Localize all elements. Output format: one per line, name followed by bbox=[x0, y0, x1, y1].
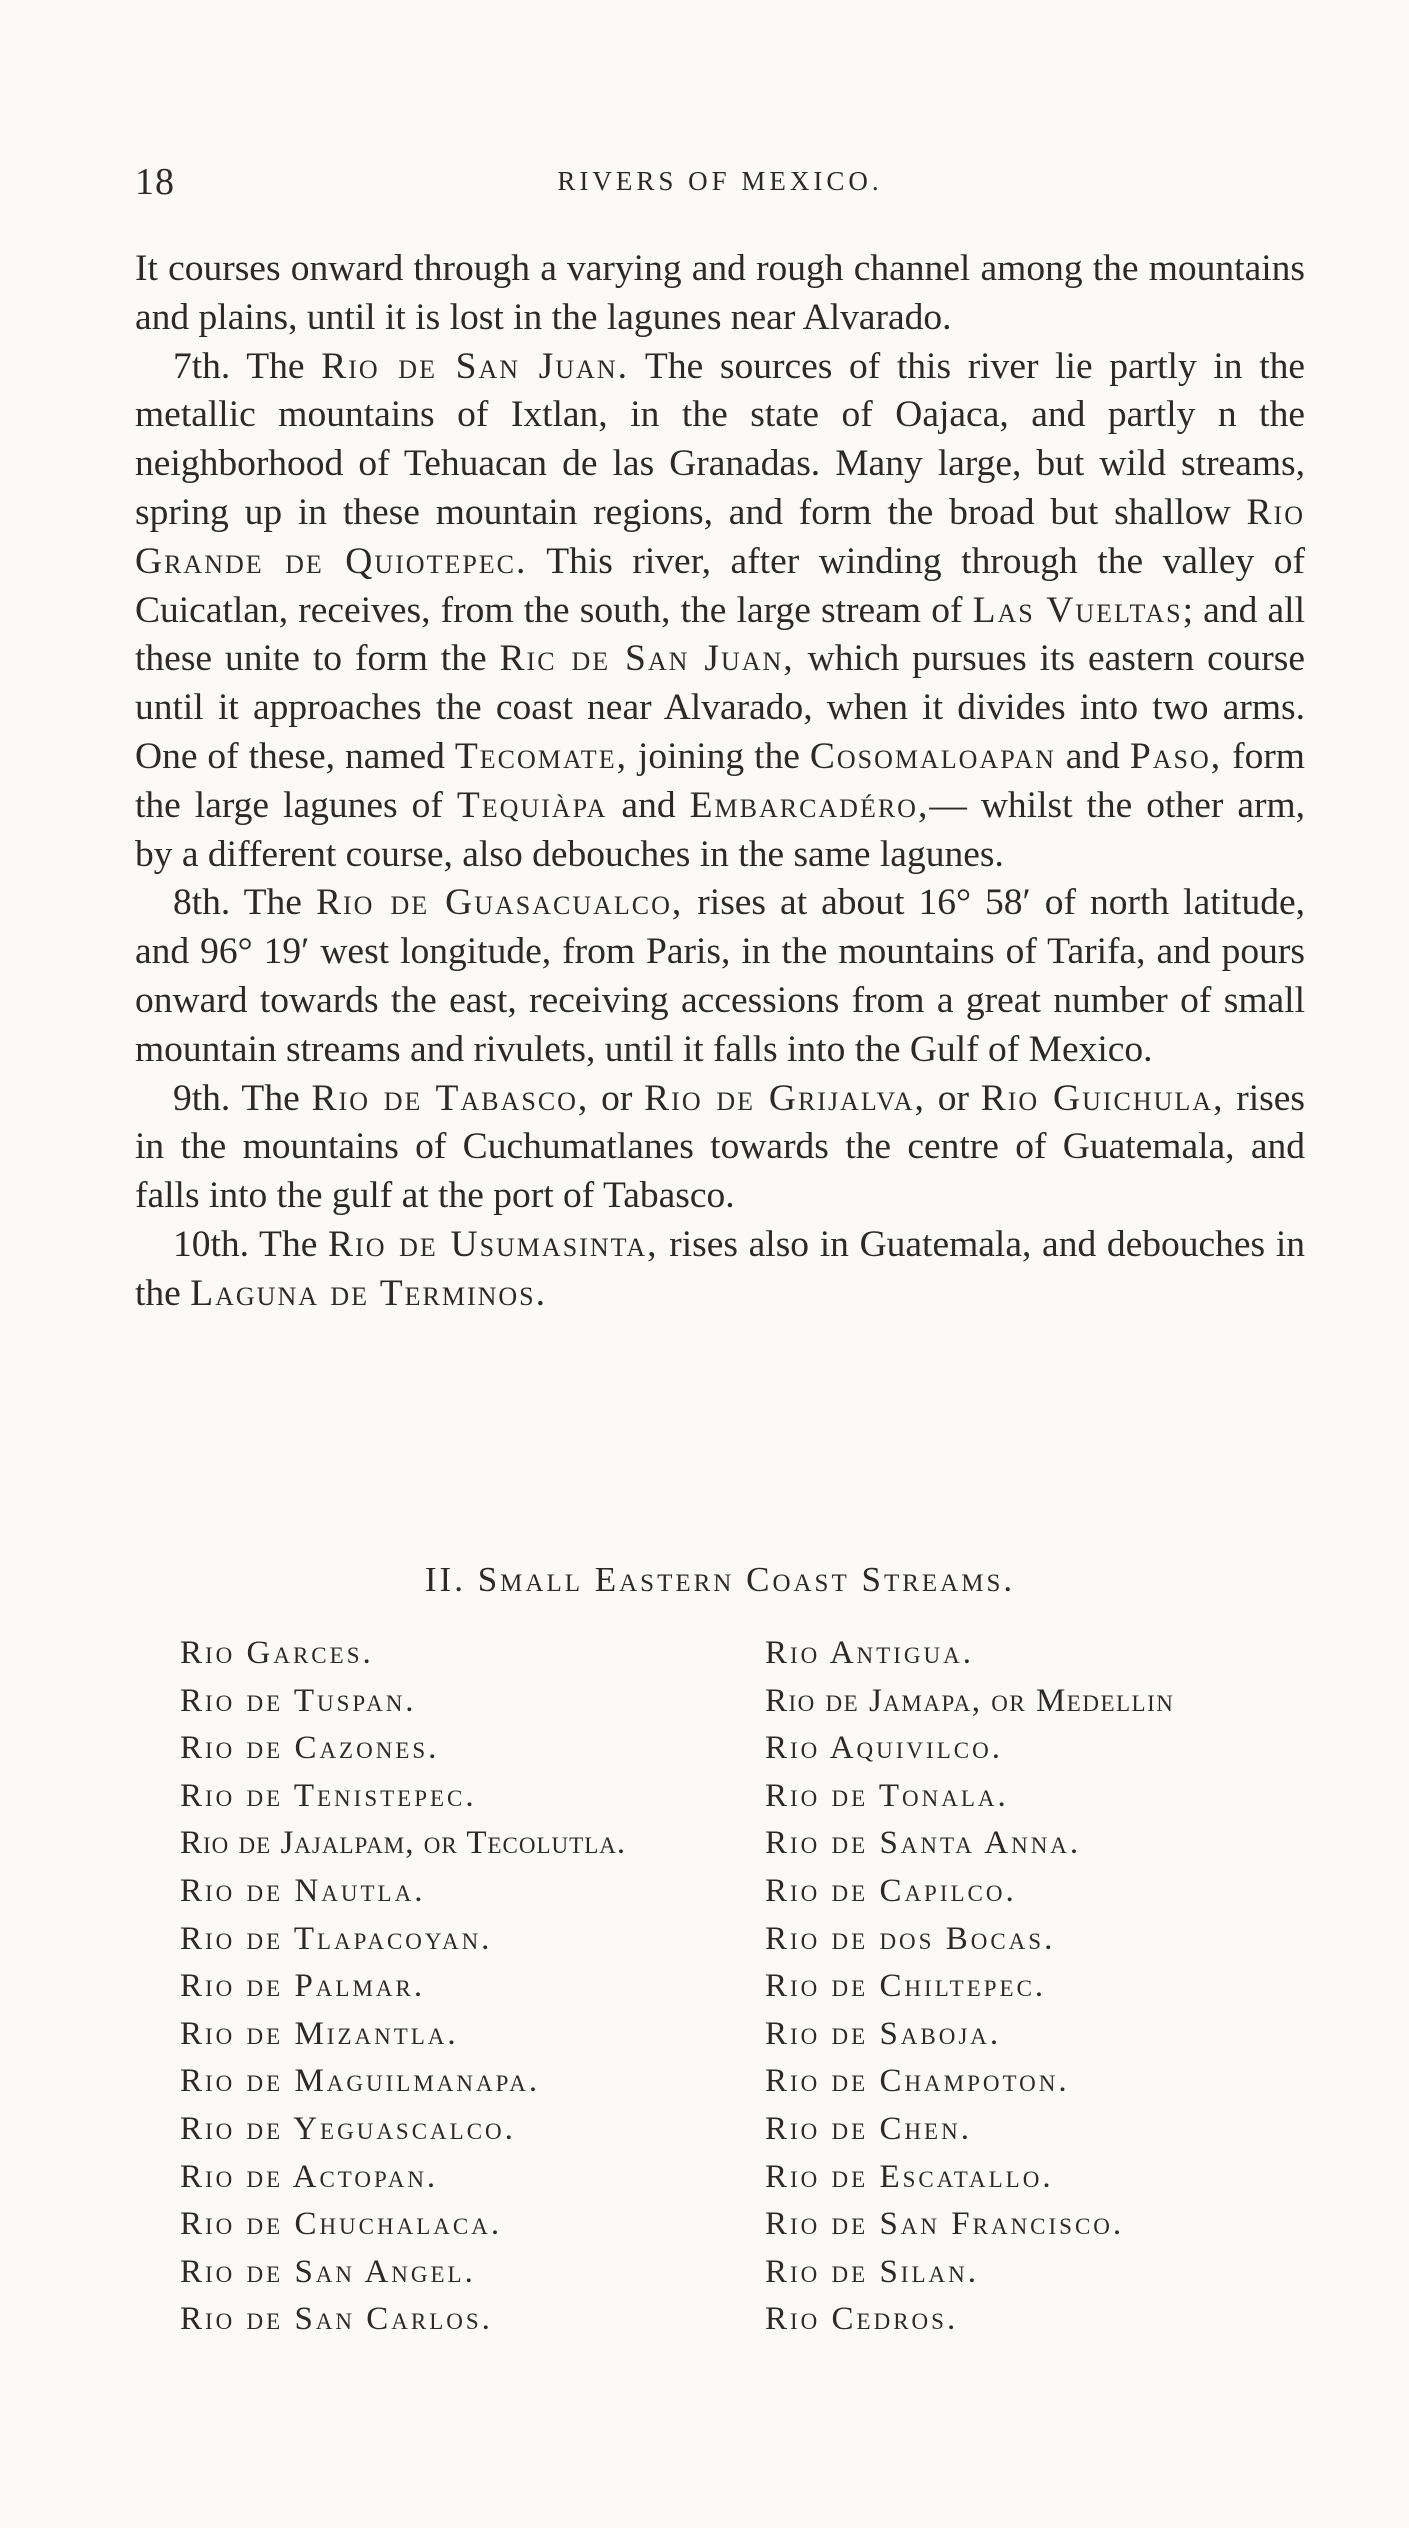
river-list-item: Rio de Tuspan. bbox=[180, 1682, 417, 1719]
paragraph-7th bbox=[135, 343, 1305, 880]
river-list-item: Rio de San Carlos. bbox=[180, 2301, 493, 2338]
river-name: Rio de San Juan. bbox=[321, 345, 629, 387]
text-run: joining the bbox=[627, 735, 810, 777]
river-list-item: Rio de Capilco. bbox=[765, 1872, 1017, 1909]
place-name: Tequiàpa bbox=[456, 784, 608, 826]
river-name: Rio de Tabasco, bbox=[311, 1077, 590, 1119]
river-name: Rio de Guasacualco, bbox=[315, 882, 684, 924]
paragraph-1-text: It courses onward through a varying and rough channel among the mountains and plains, until it is lost in the lagunes near Alvarado. bbox=[135, 248, 1305, 338]
river-list-item: Rio de Maguilmanapa. bbox=[180, 2063, 541, 2100]
paragraph-10th bbox=[135, 1221, 1305, 1319]
river-list-item: Rio de Tonala. bbox=[765, 1777, 1009, 1814]
river-list-item: Rio de Palmar. bbox=[180, 1968, 426, 2005]
text-run: rises at about 16° 58′ of north latitude, and 96° 19′ west longitude, from Paris, in the mountains of Tarifa, and pours onward towards the east, receiving accessions from a great number of small mountain streams and rivulets, until it falls into the Gulf of Mexico. bbox=[135, 882, 1305, 1070]
river-list-left-column bbox=[180, 1630, 760, 2344]
river-list-item: Rio Antigua. bbox=[765, 1635, 974, 1671]
place-name: Embarcadéro, bbox=[689, 784, 930, 826]
text-run: This river, after winding through the valley of Cuicatlan, receives, from the south, the large stream of bbox=[135, 540, 1305, 631]
river-name: Cosomaloapan bbox=[809, 735, 1056, 777]
river-name: Ric de San Juan, bbox=[499, 638, 795, 680]
river-list-item: Rio de Silan. bbox=[765, 2253, 979, 2290]
river-name: Las Vueltas bbox=[972, 589, 1183, 631]
text-run: — whilst the other arm, by a different course, also debouches in the same lagunes. bbox=[135, 784, 1305, 875]
text-run: rises in the mountains of Cuchumatlanes towards the centre of Guatemala, and falls into the gulf at the port of Tabasco. bbox=[135, 1077, 1306, 1217]
page-header bbox=[135, 160, 1305, 216]
running-title: RIVERS OF MEXICO. bbox=[557, 166, 883, 196]
page-number: 18 bbox=[135, 161, 175, 203]
river-list-item: Rio Aquivilco. bbox=[765, 1730, 1003, 1767]
text-run: 7th. The bbox=[173, 345, 322, 387]
paragraph-8th bbox=[135, 879, 1305, 1074]
river-list-item: Rio de San Francisco. bbox=[765, 2206, 1125, 2243]
river-list-item: Rio de Nautla. bbox=[180, 1872, 426, 1909]
river-list-item: Rio de Tlapacoyan. bbox=[180, 1920, 493, 1957]
paragraph-1 bbox=[135, 245, 1305, 343]
river-list-item: Rio de Champoton. bbox=[765, 2063, 1070, 2100]
river-name: Rio de Grijalva, bbox=[644, 1077, 926, 1119]
text-run: or bbox=[589, 1077, 645, 1119]
text-run: or bbox=[925, 1077, 981, 1119]
river-list-item: Rio Cedros. bbox=[765, 2301, 959, 2338]
river-list-item: Rio de Mizantla. bbox=[180, 2015, 459, 2052]
river-list-item: Rio de Chen. bbox=[765, 2110, 972, 2147]
river-list-item: Rio de Saboja. bbox=[765, 2015, 1002, 2052]
river-list-item: Rio de Jajalpam, or Tecolutla. bbox=[180, 1825, 627, 1862]
text-run: 10th. The bbox=[173, 1223, 329, 1265]
river-list-item: Rio de Chuchalaca. bbox=[180, 2206, 503, 2243]
river-name: Rio de Usumasinta, bbox=[328, 1223, 659, 1265]
river-list-item: Rio de Tenistepec. bbox=[180, 1777, 477, 1814]
river-list-right-column bbox=[765, 1630, 1325, 2344]
text-run: form the large lagunes of bbox=[135, 735, 1305, 826]
body-text bbox=[135, 245, 1305, 1319]
river-list-item: Rio de Jamapa, or Medellin bbox=[765, 1682, 1175, 1719]
text-run: ; and all these unite to form the bbox=[135, 589, 1305, 680]
river-name: Tecomate, bbox=[454, 735, 628, 777]
river-name: Rio Grande de Quiotepec. bbox=[135, 491, 1305, 582]
section-heading: II. Small Eastern Coast Streams. bbox=[424, 1560, 1016, 1599]
river-list-item: Rio de San Angel. bbox=[180, 2253, 476, 2290]
river-list-item: Rio de Cazones. bbox=[180, 1730, 440, 1767]
river-list-item: Rio de dos Bocas. bbox=[765, 1920, 1056, 1957]
river-name: Paso, bbox=[1129, 735, 1223, 777]
river-list-item: Rio de Actopan. bbox=[180, 2158, 439, 2195]
text-run: and bbox=[607, 784, 690, 826]
river-list-item: Rio Garces. bbox=[180, 1635, 374, 1671]
river-list-item: Rio de Chiltepec. bbox=[765, 1968, 1047, 2005]
river-name: Rio Guichula, bbox=[980, 1077, 1225, 1119]
text-run: 8th. The bbox=[173, 882, 316, 924]
river-list-item: Rio de Santa Anna. bbox=[765, 1825, 1082, 1862]
text-run: 9th. The bbox=[173, 1077, 312, 1119]
place-name: Laguna de Terminos. bbox=[190, 1272, 548, 1314]
text-run: which pursues its eastern course until it approaches the coast near Alvarado, when it divides into two arms. One of these, named bbox=[135, 638, 1305, 777]
paragraph-9th bbox=[135, 1075, 1305, 1221]
river-list-item: Rio de Yeguascalco. bbox=[180, 2110, 516, 2147]
text-run: The sources of this river lie partly in the metallic mountains of Ixtlan, in the state of Oajaca, and partly n the neighborhood of Tehuacan de las Granadas. Many large, but wild streams, spring up in these mountain regions, and form the broad but shallow bbox=[135, 345, 1306, 533]
river-list-item: Rio de Escatallo. bbox=[765, 2158, 1054, 2195]
text-run: rises also in Guatemala, and debouches in the bbox=[135, 1223, 1305, 1314]
text-run: and bbox=[1055, 735, 1130, 777]
